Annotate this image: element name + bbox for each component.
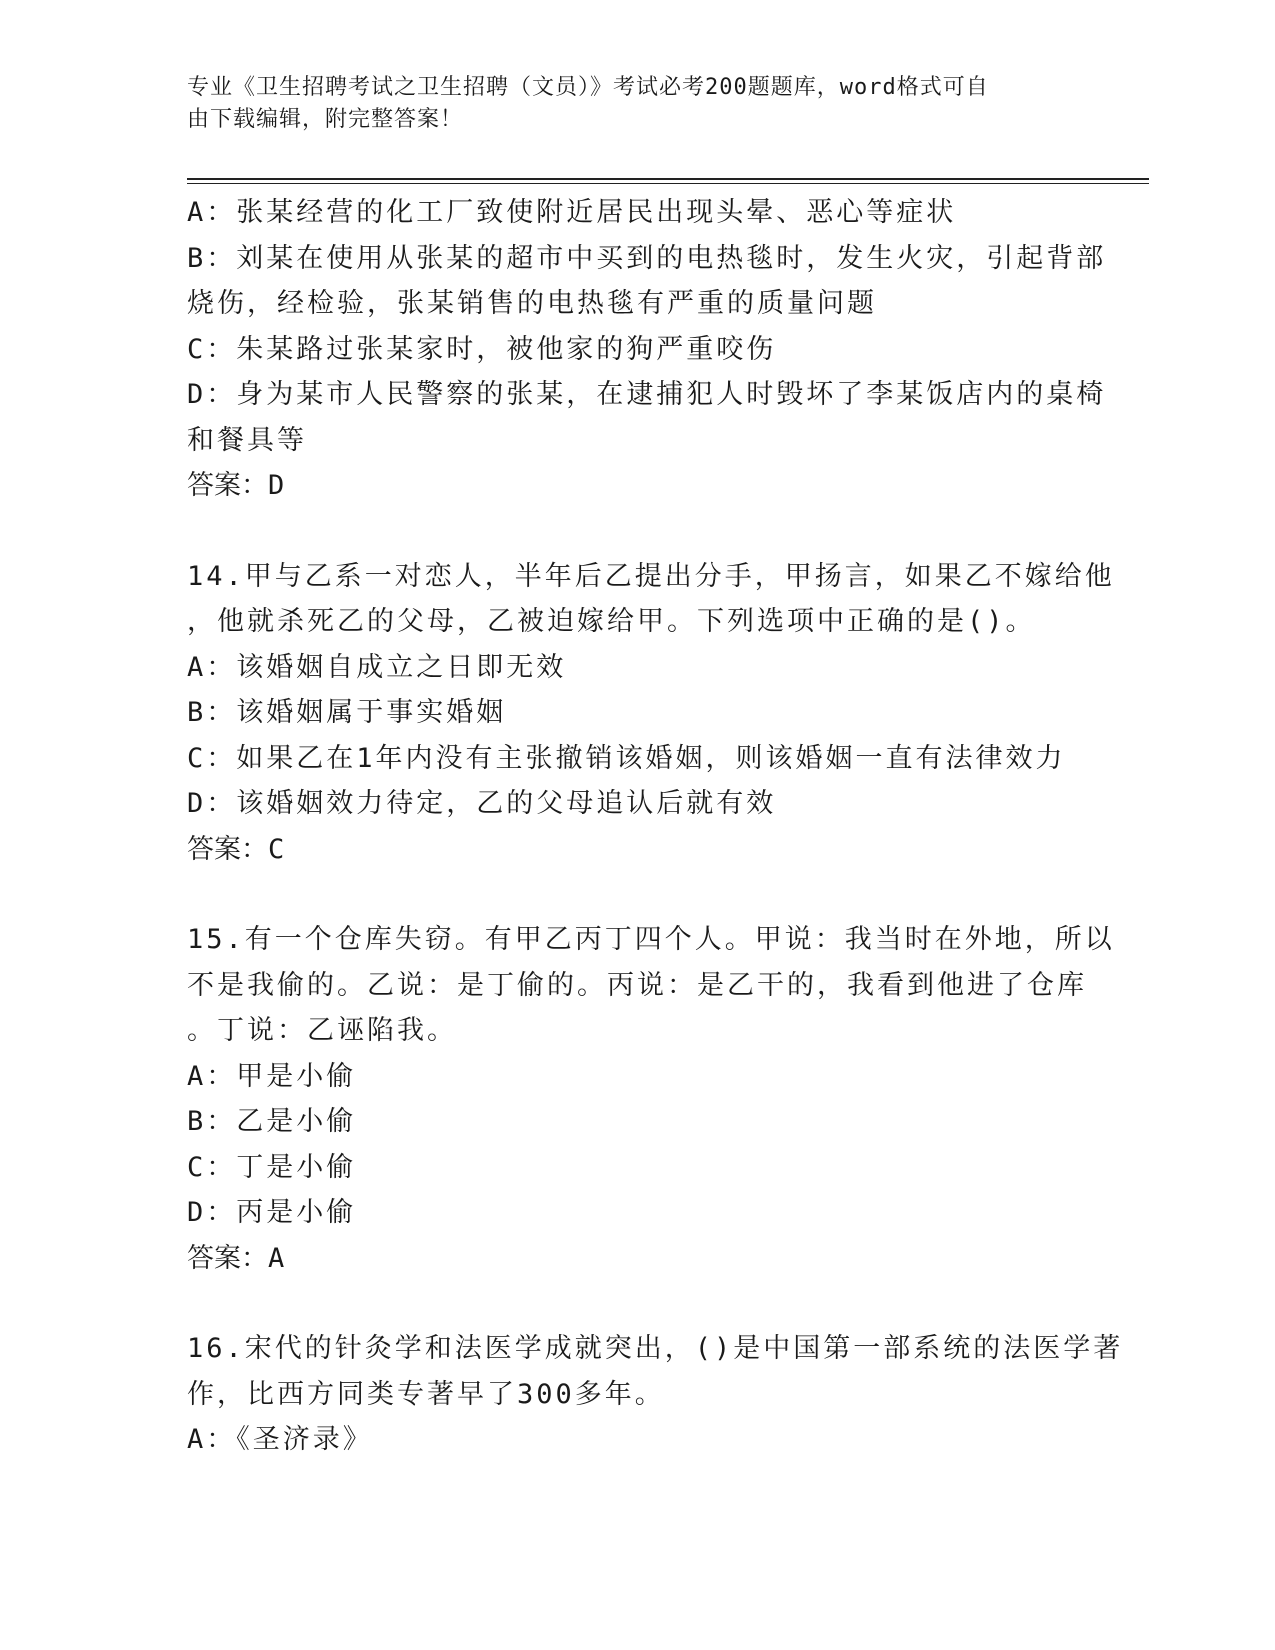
question-stem: 15.有一个仓库失窃。有甲乙丙丁四个人。甲说：我当时在外地，所以 xyxy=(187,924,1115,955)
answer xyxy=(187,1236,1087,1282)
question-stem-cont: 作，比西方同类专著早了300多年。 xyxy=(187,1378,665,1410)
option-d: D：身为某市人民警察的张某，在逮捕犯人时毁坏了李某饭店内的桌椅 xyxy=(187,379,1107,410)
option-d: D：丙是小偷 xyxy=(187,1197,357,1228)
option-b-cont: 烧伤，经检验，张某销售的电热毯有严重的质量问题 xyxy=(187,288,877,319)
question-stem: 14.甲与乙系一对恋人，半年后乙提出分手，甲扬言，如果乙不嫁给他 xyxy=(187,560,1115,592)
question-14 xyxy=(187,554,1115,873)
option-a: A：甲是小偷 xyxy=(187,1060,357,1092)
answer xyxy=(187,827,1087,873)
answer-value: A xyxy=(268,1242,285,1274)
answer-label: 答案： xyxy=(187,470,268,501)
question-16 xyxy=(187,1326,1124,1463)
question-stem-cont: ，他就杀死乙的父母，乙被迫嫁给甲。下列选项中正确的是()。 xyxy=(187,606,1036,637)
option-c: C：丁是小偷 xyxy=(187,1151,357,1183)
option-d-cont: 和餐具等 xyxy=(187,424,307,456)
answer-label: 答案： xyxy=(187,1242,268,1274)
question-stem-cont: 。丁说：乙诬陷我。 xyxy=(187,1015,457,1046)
answer-value: C xyxy=(268,833,285,865)
option-a: A：《圣济录》 xyxy=(187,1424,373,1455)
option-c: C：朱某路过张某家时，被他家的狗严重咬伤 xyxy=(187,333,777,365)
option-b: B：刘某在使用从张某的超市中买到的电热毯时，发生火灾，引起背部 xyxy=(187,242,1107,274)
question-list xyxy=(187,190,1124,1463)
header-divider xyxy=(187,178,1149,184)
answer xyxy=(187,463,1087,509)
option-a: A：张某经营的化工厂致使附近居民出现头晕、恶心等症状 xyxy=(187,197,957,228)
answer-value: D xyxy=(268,470,285,501)
option-c: C：如果乙在1年内没有主张撤销该婚姻，则该婚姻一直有法律效力 xyxy=(187,742,1066,774)
answer-label: 答案： xyxy=(187,833,268,865)
header-line-1: 专业《卫生招聘考试之卫生招聘（文员）》考试必考200题题库，word格式可自 xyxy=(187,75,989,100)
document-header xyxy=(187,72,1067,136)
option-d: D：该婚姻效力待定，乙的父母追认后就有效 xyxy=(187,788,777,819)
question-stem-cont: 不是我偷的。乙说：是丁偷的。丙说：是乙干的，我看到他进了仓库 xyxy=(187,969,1087,1001)
option-b: B：乙是小偷 xyxy=(187,1106,357,1137)
question-15 xyxy=(187,917,1115,1281)
question-stem: 16.宋代的针灸学和法医学成就突出，()是中国第一部系统的法医学著 xyxy=(187,1333,1124,1364)
option-a: A：该婚姻自成立之日即无效 xyxy=(187,651,567,683)
question-13 xyxy=(187,190,1107,509)
option-b: B：该婚姻属于事实婚姻 xyxy=(187,697,507,728)
header-line-2: 由下载编辑，附完整答案！ xyxy=(187,107,464,132)
